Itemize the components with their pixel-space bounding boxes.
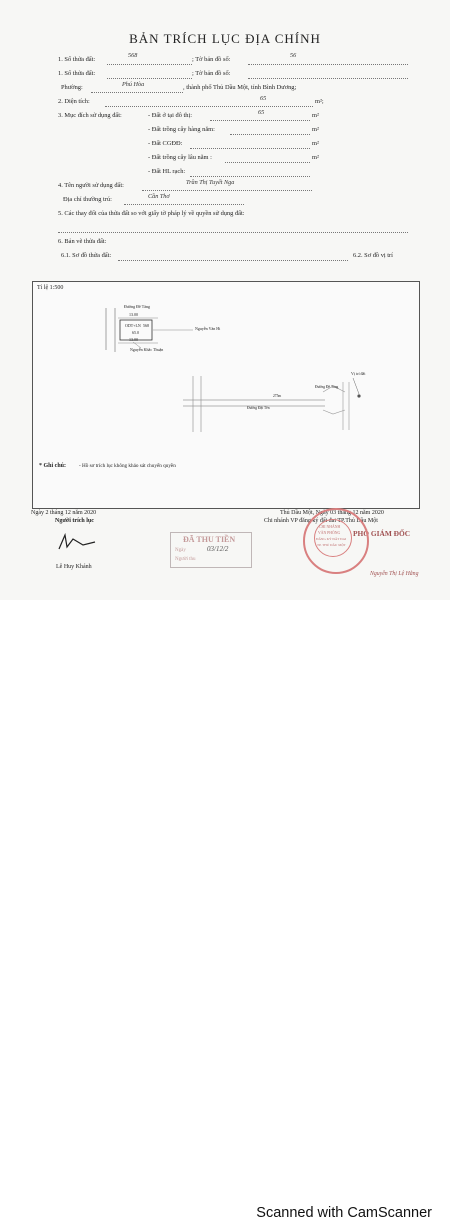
owner-value: Trần Thị Tuyết Nga — [186, 179, 235, 186]
note-label: * Ghi chú: — [39, 463, 67, 469]
dim-top: 13.00 — [129, 312, 138, 317]
drawing-label: 6. Bản vẽ thửa đất: — [58, 238, 107, 245]
parcel-area: 65.0 — [132, 330, 139, 335]
right-sign-title: PHÓ GIÁM ĐỐC — [353, 529, 411, 538]
perennial-label: - Đất trồng cây lâu năm : — [148, 154, 212, 161]
right-sign-org: Chi nhánh VP đăng ký đất đai TP.Thủ Dầu Một — [264, 518, 378, 524]
street-right: Nguyễn Văn Hi — [195, 326, 221, 331]
paid-stamp-date: 03/12/2 — [207, 545, 229, 553]
scanner-footer — [0, 600, 450, 1221]
annual-unit: m² — [312, 126, 319, 133]
pointer-line — [353, 378, 359, 394]
dotted-line — [210, 120, 310, 121]
changes-label: 5. Các thay đổi của thửa đất so với giấy tờ pháp lý về quyền sử dụng đất: — [58, 210, 245, 217]
dotted-line — [230, 134, 310, 135]
paid-stamp — [170, 532, 252, 568]
dim-bottom: 13.00 — [129, 337, 138, 342]
cgdd-label: - Đất CGĐĐ: — [148, 140, 183, 147]
address-value: Cần Thơ — [148, 193, 170, 200]
cgdd-unit: m² — [312, 140, 319, 147]
sketch-label: 6.1. Sơ đồ thửa đất: — [61, 252, 112, 259]
sheet-label-2: ; Tờ bản đồ số: — [192, 70, 231, 77]
side-road — [193, 376, 201, 432]
junction — [323, 386, 345, 414]
paid-stamp-payer: Người thu — [175, 557, 196, 562]
urban-unit: m² — [312, 112, 319, 119]
parcel-label: 1. Số thửa đất: — [58, 56, 96, 63]
annual-label: - Đất trồng cây hàng năm: — [148, 126, 215, 133]
dotted-line — [190, 148, 310, 149]
dotted-line — [190, 176, 310, 177]
street-top: Đường Đề Tăng — [124, 304, 150, 309]
dotted-line — [124, 204, 244, 205]
location-dot — [357, 394, 360, 397]
location-label: 6.2. Sơ đồ vị trí — [353, 252, 393, 259]
dotted-line — [105, 106, 313, 107]
round-stamp-line1: CHI NHÁNH — [319, 525, 341, 529]
parcel-label-2: 1. Số thửa đất: — [58, 70, 96, 77]
canal-label: - Đất HL rạch: — [148, 168, 186, 175]
paid-stamp-day: Ngày — [175, 548, 186, 553]
right-sign-date: Thủ Dầu Một, Ngày 03 tháng 12 năm 2020 — [280, 510, 384, 516]
map-frame — [32, 281, 420, 509]
map-drawing — [33, 282, 419, 508]
round-stamp-line2: VĂN PHÒNG — [318, 531, 341, 535]
position-road-main: Đường Đặt Tên — [247, 406, 270, 410]
area-unit: m²; — [315, 98, 324, 105]
position-label: Vị trí đất — [351, 371, 366, 376]
dotted-line — [118, 260, 348, 261]
left-sign-name: Lê Huy Khánh — [56, 564, 92, 570]
urban-value: 65 — [258, 109, 265, 116]
parcel-number: 568 — [128, 52, 138, 59]
parcel-no: 568 — [143, 323, 149, 328]
dotted-line — [142, 190, 312, 191]
sheet-number: 56 — [290, 52, 297, 59]
left-sign-title: Người trích lục — [55, 518, 94, 524]
right-road — [343, 382, 349, 430]
paid-stamp-title: ĐÃ THU TIỀN — [183, 535, 236, 544]
area-label: 2. Diện tích: — [58, 98, 90, 105]
round-stamp-line4: TP. THỦ DẦU MỘT — [317, 543, 346, 547]
perennial-unit: m² — [312, 154, 319, 161]
dotted-line — [58, 232, 408, 233]
note-text: - Hồ sơ trích lục không khảo sát chuyển quyền — [79, 463, 176, 469]
round-stamp-line3: ĐĂNG KÝ ĐẤT ĐAI — [316, 537, 347, 541]
usage-label: 3. Mục đích sử dụng đất: — [58, 112, 122, 119]
document-page — [0, 0, 450, 600]
parcel-code: ODT+LN — [125, 323, 141, 328]
document-title: BẢN TRÍCH LỤC ĐỊA CHÍNH — [129, 31, 321, 46]
dotted-line — [225, 162, 310, 163]
position-road-top: Đường Đề Tăng — [315, 385, 339, 389]
dotted-line — [248, 78, 408, 79]
sheet-label: ; Tờ bản đồ số: — [192, 56, 231, 63]
dotted-line — [107, 78, 192, 79]
ward-label: Phường: — [61, 84, 83, 91]
left-signature — [57, 533, 97, 553]
dotted-line — [248, 64, 408, 65]
owner-label: 4. Tên người sử dụng đất: — [58, 182, 124, 189]
urban-label: - Đất ở tại đô thị: — [148, 112, 193, 119]
left-sign-date: Ngày 2 tháng 12 năm 2020 — [31, 510, 97, 516]
camscanner-watermark: Scanned with CamScanner — [256, 1205, 432, 1221]
dotted-line — [91, 92, 183, 93]
scale-label: Tỉ lệ 1:500 — [37, 285, 64, 291]
dotted-line — [107, 64, 192, 65]
right-sign-name: Nguyễn Thị Lệ Hằng — [370, 571, 419, 577]
position-distance: 275m — [273, 394, 282, 398]
street-bottom: Nguyễn Khắc Thuận — [130, 347, 164, 352]
address-label: Địa chỉ thường trú: — [63, 196, 112, 203]
ward-city: , thành phố Thủ Dầu Một, tỉnh Bình Dương; — [183, 84, 297, 91]
area-value: 65 — [260, 95, 267, 102]
ward-value: Phú Hòa — [122, 81, 145, 88]
